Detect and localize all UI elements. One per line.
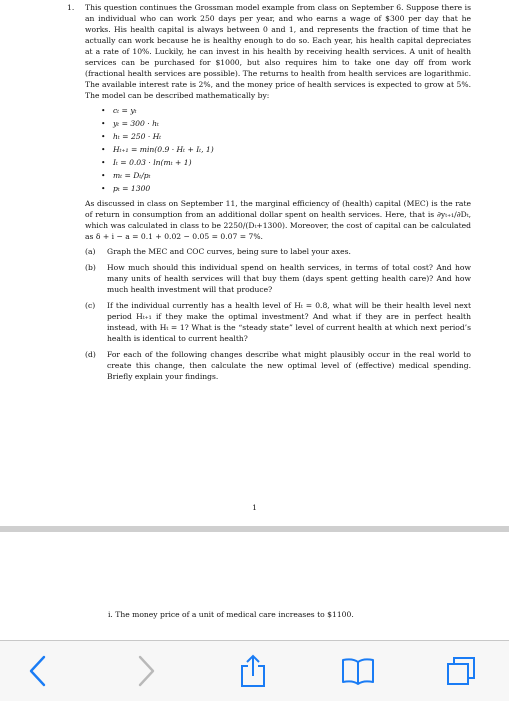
equation-item: • Hₜ₊₁ = min(0.9 · Hₜ + Iₜ, 1) — [101, 144, 471, 155]
chevron-left-icon — [28, 655, 48, 687]
forward-button[interactable] — [128, 653, 164, 689]
part-text: For each of the following changes describe what might plausibly occur in the real world to create this change, then calculate the new optimal level of (effective) medical spending. Briefly explain your findings. — [107, 350, 471, 381]
equation-item: • Iₜ = 0.03 · ln(mₜ + 1) — [101, 157, 471, 168]
back-button[interactable] — [20, 653, 56, 689]
bottom-toolbar — [0, 640, 509, 701]
part-label: (d) — [85, 350, 96, 359]
question-parts — [85, 246, 471, 382]
part-label: (a) — [85, 247, 96, 256]
question-part-b — [85, 262, 471, 295]
part-label: (c) — [85, 301, 96, 310]
part-label: (b) — [85, 263, 96, 272]
bookmarks-button[interactable] — [340, 653, 376, 689]
equation-item: • cₜ = yₜ — [101, 105, 471, 116]
part-text: Graph the MEC and COC curves, being sure to label your axes. — [107, 247, 351, 256]
question-number: 1. — [67, 3, 75, 12]
equation-item: • yₜ = 300 · hₜ — [101, 118, 471, 129]
share-button[interactable] — [235, 653, 271, 689]
equation-item: • hₜ = 250 · Hₜ — [101, 131, 471, 142]
question-part-a — [85, 246, 471, 257]
page-number: 1 — [252, 503, 257, 512]
tabs-icon — [446, 656, 476, 686]
equation-item: • pₜ = 1300 — [101, 183, 471, 194]
chevron-right-icon — [136, 655, 156, 687]
page2-item: i. The money price of a unit of medical care increases to $1100. — [108, 610, 354, 619]
share-icon — [239, 654, 267, 688]
equation-list — [101, 105, 471, 194]
part-text: If the individual currently has a health level of Hₜ = 0.8, what will be their health level next period Hₜ₊₁ if they make the optimal investment? And what if they are in perfect health instead, with Hₜ = 1? What is the “steady state” level of current health at which next period’s health is identical to current health? — [107, 301, 471, 343]
question-part-d — [85, 349, 471, 382]
document-page-2 — [0, 532, 509, 640]
question-part-c — [85, 300, 471, 344]
equation-item: • mₜ = Dₜ/pₜ — [101, 170, 471, 181]
tabs-button[interactable] — [443, 653, 479, 689]
question-intro: This question continues the Grossman model example from class on September 6. Suppose there is an individual who can work 250 days per year, and who earns a wage of $300 per day that he works. His health capital is always between 0 and 1, and represents the fraction of time that he actually can work because he is healthy enough to do so. Each year, his health capital depreciates at a rate of 10%. Luckily, he can invest in his health by receiving health services. A unit of health services can be purchased for $1000, but also requires him to take one day off from work (fractional health services are possible). The returns to health from health services are logarithmic. The available interest rate is 2%, and the money price of health services is expected to grow at 5%. The model can be described mathematically by: — [85, 3, 471, 100]
book-icon — [341, 657, 375, 685]
mec-paragraph: As discussed in class on September 11, the marginal efficiency of (health) capital (MEC) is the rate of return in consumption from an additional dollar spent on health services. Here, that is ∂yₜ₊₁/∂Dₜ, which was calculated in class to be 2250/(Dₜ+1300). Moreover, the cost of capital can be calculated as δ + i − a = 0.1 + 0.02 − 0.05 = 0.07 = 7%. — [85, 199, 471, 241]
part-text: How much should this individual spend on health services, in terms of total cost? And how many units of health services will that buy them (days spent getting health care)? And how much health investment will that produce? — [107, 263, 471, 294]
